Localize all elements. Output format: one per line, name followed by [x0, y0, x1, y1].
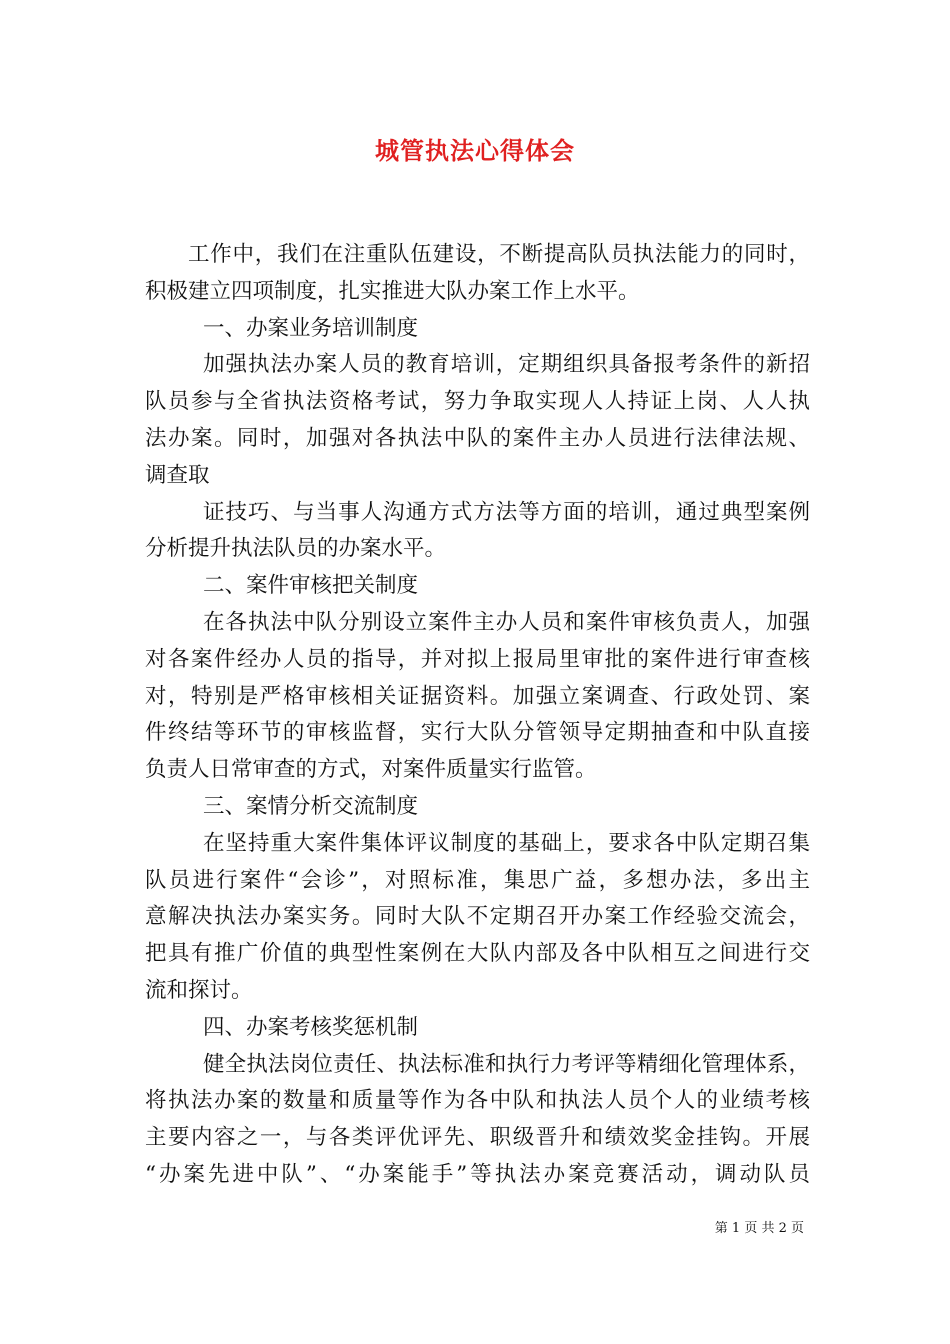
text-line: 队员进行案件“会诊”，对照标准，集思广益，多想办法，多出主: [145, 867, 810, 893]
text-line: 调查取: [145, 462, 210, 488]
page-number: 第 1 页 共 2 页: [714, 1221, 804, 1236]
text-line: 法办案。同时，加强对各执法中队的案件主办人员进行法律法规、: [145, 425, 810, 451]
document-body: [145, 237, 810, 1194]
text-line: 对各案件经办人员的指导，并对拟上报局里审批的案件进行审查核: [145, 646, 810, 672]
text-line: “办案先进中队”、“办案能手”等执法办案竞赛活动，调动队员: [145, 1161, 810, 1187]
text-line: 证技巧、与当事人沟通方式方法等方面的培训，通过典型案例: [203, 499, 810, 525]
section-heading: 二、案件审核把关制度: [203, 573, 419, 599]
text-line: 流和探讨。: [145, 977, 253, 1003]
text-line: 在各执法中队分别设立案件主办人员和案件审核负责人，加强: [203, 609, 810, 635]
text-line: 健全执法岗位责任、执法标准和执行力考评等精细化管理体系，: [203, 1051, 810, 1077]
text-line: 分析提升执法队员的办案水平。: [145, 536, 447, 562]
text-line: 主要内容之一，与各类评优评先、职级晋升和绩效奖金挂钩。开展: [145, 1125, 810, 1151]
section-heading: 三、案情分析交流制度: [203, 793, 419, 819]
text-line: 对，特别是严格审核相关证据资料。加强立案调查、行政处罚、案: [145, 683, 810, 709]
text-line: 件终结等环节的审核监督，实行大队分管领导定期抽查和中队直接: [145, 720, 810, 746]
section-heading: 四、办案考核奖惩机制: [203, 1014, 419, 1040]
text-line: 把具有推广价值的典型性案例在大队内部及各中队相互之间进行交: [145, 941, 810, 967]
text-line: 积极建立四项制度，扎实推进大队办案工作上水平。: [145, 278, 640, 304]
text-line: 在坚持重大案件集体评议制度的基础上，要求各中队定期召集: [203, 830, 810, 856]
document-title: 城管执法心得体会: [375, 136, 575, 165]
text-line: 负责人日常审查的方式，对案件质量实行监管。: [145, 757, 597, 783]
text-line: 意解决执法办案实务。同时大队不定期召开办案工作经验交流会，: [145, 904, 810, 930]
section-heading: 一、办案业务培训制度: [203, 315, 419, 341]
text-line: 队员参与全省执法资格考试，努力争取实现人人持证上岗、人人执: [145, 389, 810, 415]
text-line: 工作中，我们在注重队伍建设，不断提高队员执法能力的同时，: [188, 242, 810, 267]
text-line: 将执法办案的数量和质量等作为各中队和执法人员个人的业绩考核: [145, 1088, 810, 1114]
text-line: 加强执法办案人员的教育培训，定期组织具备报考条件的新招: [203, 352, 810, 378]
